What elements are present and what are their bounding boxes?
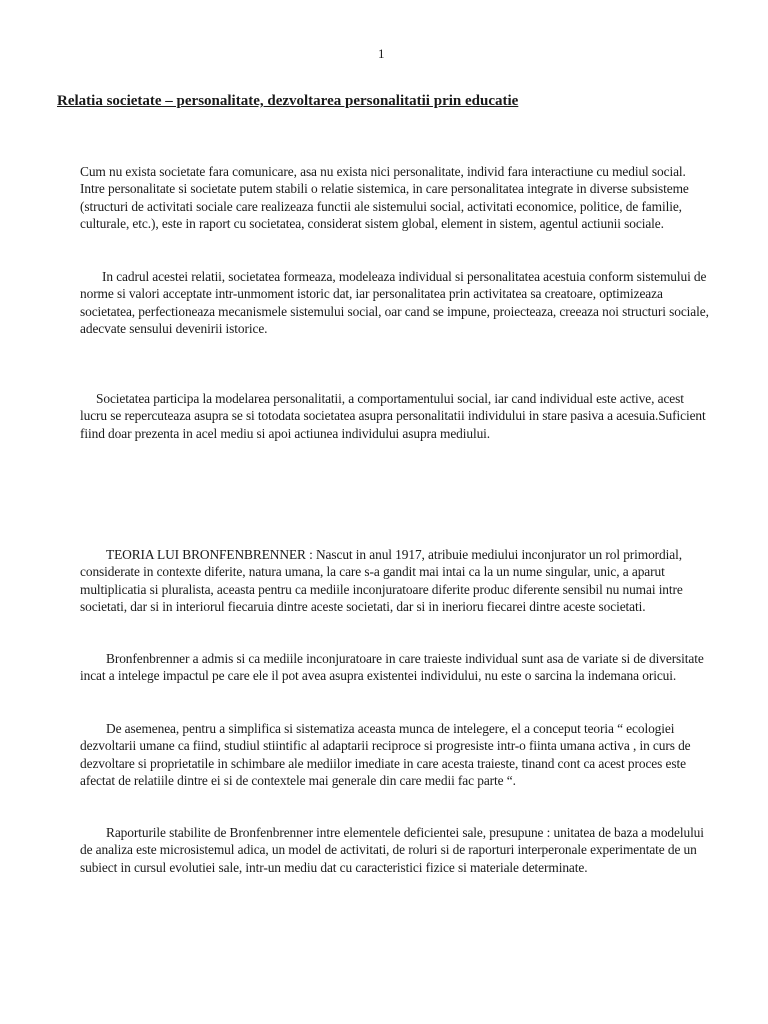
paragraph-relation: In cadrul acestei relatii, societatea formeaza, modeleaza individual si personalitatea acestuia conform sistemului de norme si valori acceptate intr-unmoment istoric dat, iar personalitatea prin activitatea sa creatoare, optimizeaza societatea, perfectioneaza mecanismele sistemului social, oar cand se impune, proiecteaza, creeaza noi structuri sociale, adecvate sensului devenirii istorice. [80, 269, 709, 337]
page-number: 1 [378, 46, 385, 61]
paragraph-ecology-theory: De asemenea, pentru a simplifica si sistematiza aceasta munca de intelegere, el a conceput teoria “ ecologiei dezvoltarii umane ca fiind, studiul stiintific al adaptarii reciproce si progresiste intr-o fiinta umana activa , in curs de dezvoltare si proprietatile in schimbare ale mediilor imediate in care acesta traieste, tinand cont ca acest proces este afectat de relatiile dintre ei si de contextele mai generale din care medii fac parte “. [80, 721, 691, 789]
paragraph-bronfenbrenner-theory: TEORIA LUI BRONFENBRENNER : Nascut in anul 1917, atribuie mediului inconjurator un rol primordial, considerate in contexte diferite, natura umana, la care s-a gandit mai intai ca la un nume singular, unic, a aparut multiplicatia si pluralista, aceasta pentru ca mediile inconjuratoare diferite produc diferente sensibil nu numai intre societati, dar si in interiorul fiecaruia dintre aceste societati, dar si in inerioru fiecarei dintre aceste societati. [80, 547, 683, 615]
paragraph-microsystem: Raporturile stabilite de Bronfenbrenner intre elementele deficientei sale, presupune : unitatea de baza a modelului de analiza este microsistemul adica, un model de activitati, de roluri si de raporturi interperonale experimentate de un subiect in cursul evolutiei sale, intr-un mediu dat cu caracteristici fizice si materiale determinate. [80, 825, 704, 875]
document-title: Relatia societate – personalitate, dezvoltarea personalitatii prin educatie [57, 93, 519, 109]
paragraph-bronfenbrenner-environments: Bronfenbrenner a admis si ca mediile inconjuratoare in care traieste individual sunt asa de variate si de diversitate incat a intelege impactul pe care ele il pot avea asupra existentei individului, nu este o sarcina la indemana oricui. [80, 651, 704, 684]
paragraph-modeling: Societatea participa la modelarea personalitatii, a comportamentului social, iar cand individual este active, acest lucru se repercuteaza asupra se si totodata societatea asupra personalitatii individului in stare pasiva a acesuia.Suficient fiind doar prezenta in acel mediu si apoi actiunea individului asupra mediului. [80, 391, 706, 441]
paragraph-intro: Cum nu exista societate fara comunicare, asa nu exista nici personalitate, individ fara interactiune cu mediul social. Intre personalitate si societate putem stabili o relatie sistemica, in care personalitatea integrate in diverse subsisteme (structuri de activitati sociale care realizeaza functii ale sistemului social, activitati economice, politice, de familie, culturale, etc.), este in raport cu societatea, considerat sistem global, element in sistem, agentul actiunii sociale. [80, 164, 689, 232]
